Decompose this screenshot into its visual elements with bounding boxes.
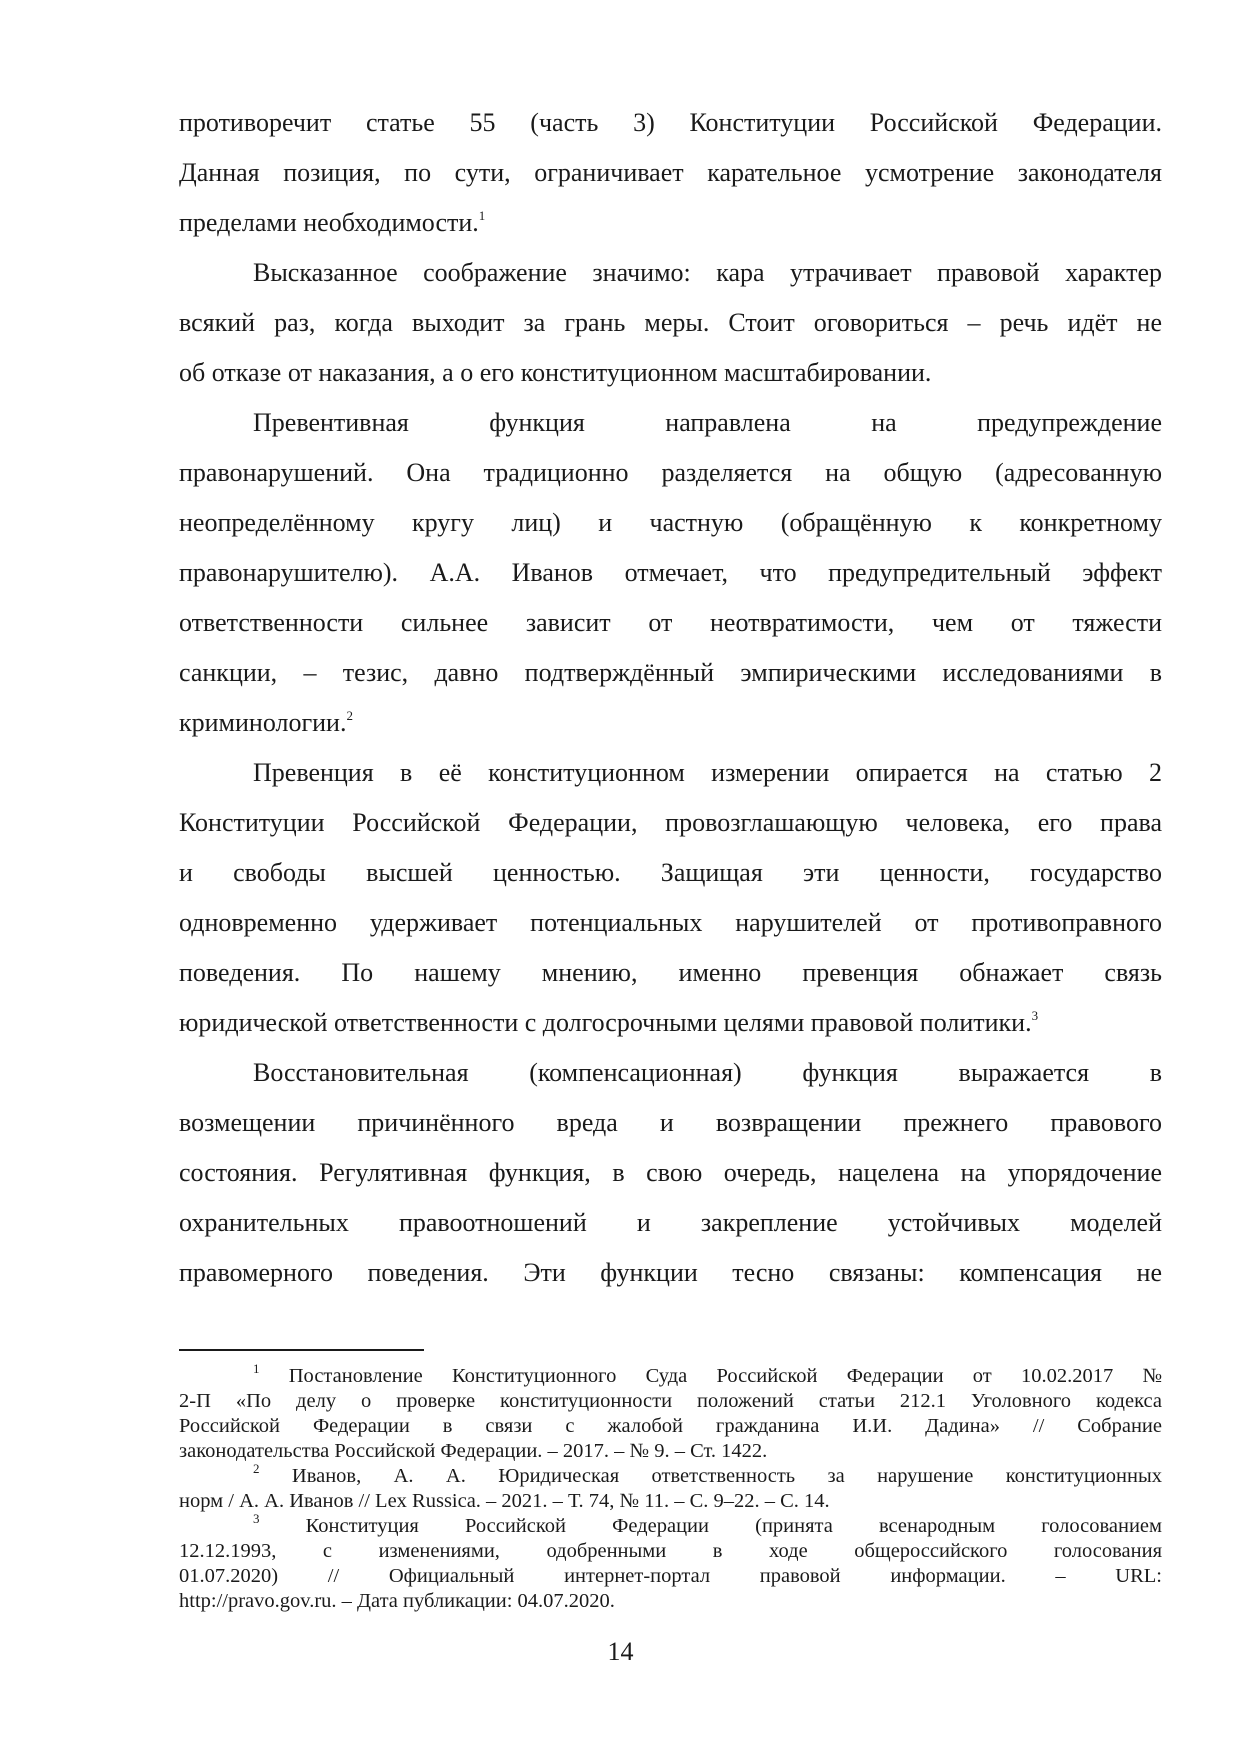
body-text: Превентивная функция направлена на предупреждение — [253, 408, 1162, 437]
body-text: одновременно удерживает потенциальных нарушителей от противоправного — [179, 908, 1162, 937]
body-text: поведения. По нашему мнению, именно превенция обнажает связь — [179, 958, 1162, 987]
footnote-separator — [179, 1349, 424, 1351]
body-line — [253, 258, 1162, 288]
footnote-text: Российской Федерации в связи с жалобой гражданина И.И. Дадина» // Собрание — [179, 1415, 1162, 1437]
body-line — [179, 558, 1162, 588]
body-text: Восстановительная (компенсационная) функция выражается в — [253, 1058, 1162, 1087]
footnote-ref[interactable]: 3 — [1031, 1008, 1039, 1023]
body-line — [179, 108, 1162, 138]
footnote-line — [179, 1539, 1162, 1563]
body-text: всякий раз, когда выходит за грань меры. Стоит оговориться – речь идёт не — [179, 308, 1162, 337]
footnote-text: http://pravo.gov.ru. – Дата публикации: 04.07.2020. — [179, 1590, 615, 1612]
body-text: юридической ответственности с долгосрочными целями правовой политики. — [179, 1008, 1032, 1037]
body-text: правонарушителю). А.А. Иванов отмечает, что предупредительный эффект — [179, 558, 1162, 587]
footnote-line — [179, 1439, 1162, 1463]
body-text: правонарушений. Она традиционно разделяется на общую (адресованную — [179, 458, 1162, 487]
body-text: Данная позиция, по сути, ограничивает карательное усмотрение законодателя — [179, 158, 1162, 187]
body-text: состояния. Регулятивная функция, в свою очередь, нацелена на упорядочение — [179, 1158, 1162, 1187]
footnote-line — [179, 1489, 1162, 1513]
body-line — [179, 1008, 1162, 1038]
body-line — [179, 908, 1162, 938]
body-line — [179, 608, 1162, 638]
body-line — [179, 858, 1162, 888]
footnote-mark: 1 — [253, 1361, 260, 1376]
footnote-ref[interactable]: 2 — [346, 708, 353, 723]
body-text: Превенция в её конституционном измерении опирается на статью 2 — [253, 758, 1162, 787]
body-text: противоречит статье 55 (часть 3) Конституции Российской Федерации. — [179, 108, 1162, 137]
footnote-text: 12.12.1993, с изменениями, одобренными в ходе общероссийского голосования — [179, 1540, 1162, 1562]
page-number: 14 — [607, 1637, 634, 1666]
body-line — [179, 1158, 1162, 1188]
body-line — [179, 1258, 1162, 1288]
body-text: криминологии. — [179, 708, 347, 737]
body-text: охранительных правоотношений и закрепление устойчивых моделей — [179, 1208, 1162, 1237]
footnote-line — [253, 1361, 1163, 1388]
body-text: ответственности сильнее зависит от неотвратимости, чем от тяжести — [179, 608, 1162, 637]
body-line — [253, 1058, 1162, 1088]
body-text: пределами необходимости. — [179, 208, 479, 237]
body-text: и свободы высшей ценностью. Защищая эти ценности, государство — [179, 858, 1162, 887]
body-text: Высказанное соображение значимо: кара утрачивает правовой характер — [253, 258, 1162, 287]
footnote-text: Конституция Российской Федерации (принята всенародным голосованием — [305, 1515, 1162, 1537]
footnote-ref[interactable]: 1 — [478, 208, 486, 223]
footnote-line — [179, 1589, 1162, 1613]
body-line — [179, 958, 1162, 988]
footnote-line — [253, 1511, 1162, 1538]
footnote-text: Иванов, А. А. Юридическая ответственность за нарушение конституционных — [291, 1465, 1162, 1487]
footnote-text: Постановление Конституционного Суда Российской Федерации от 10.02.2017 № — [288, 1365, 1163, 1387]
body-line — [179, 208, 1162, 238]
body-line — [179, 158, 1162, 188]
body-line — [179, 508, 1162, 538]
footnote-mark: 3 — [253, 1511, 260, 1526]
footnote-text: законодательства Российской Федерации. – 2017. – № 9. – Ст. 1422. — [179, 1440, 768, 1462]
body-line — [179, 308, 1162, 338]
body-text: санкции, – тезис, давно подтверждённый эмпирическими исследованиями в — [179, 658, 1162, 687]
body-line — [179, 358, 1162, 388]
footnote-mark: 2 — [253, 1461, 260, 1476]
body-text: возмещении причинённого вреда и возвращении прежнего правового — [179, 1108, 1162, 1137]
footnote-line — [179, 1389, 1162, 1413]
body-line — [179, 658, 1162, 688]
footnote-text: 2-П «По делу о проверке конституционности положений статьи 212.1 Уголовного кодекса — [179, 1390, 1162, 1412]
body-text: об отказе от наказания, а о его конституционном масштабировании. — [179, 358, 932, 387]
body-line — [179, 808, 1162, 838]
body-line — [179, 1208, 1162, 1238]
body-line — [253, 758, 1162, 788]
footnote-line — [179, 1414, 1162, 1438]
body-text: Конституции Российской Федерации, провозглашающую человека, его права — [179, 808, 1162, 837]
footnote-line — [253, 1461, 1162, 1488]
footnote-text: 01.07.2020) // Официальный интернет-портал правовой информации. – URL: — [179, 1565, 1162, 1587]
footnote-line — [179, 1564, 1162, 1588]
body-line — [179, 458, 1162, 488]
body-line — [253, 408, 1162, 438]
body-text: неопределённому кругу лиц) и частную (обращённую к конкретному — [179, 508, 1162, 537]
body-line — [179, 708, 1162, 738]
body-text: правомерного поведения. Эти функции тесно связаны: компенсация не — [179, 1258, 1162, 1287]
body-line — [179, 1108, 1162, 1138]
footnote-text: норм / А. А. Иванов // Lex Russica. – 2021. – Т. 74, № 11. – С. 9–22. – С. 14. — [179, 1490, 830, 1512]
